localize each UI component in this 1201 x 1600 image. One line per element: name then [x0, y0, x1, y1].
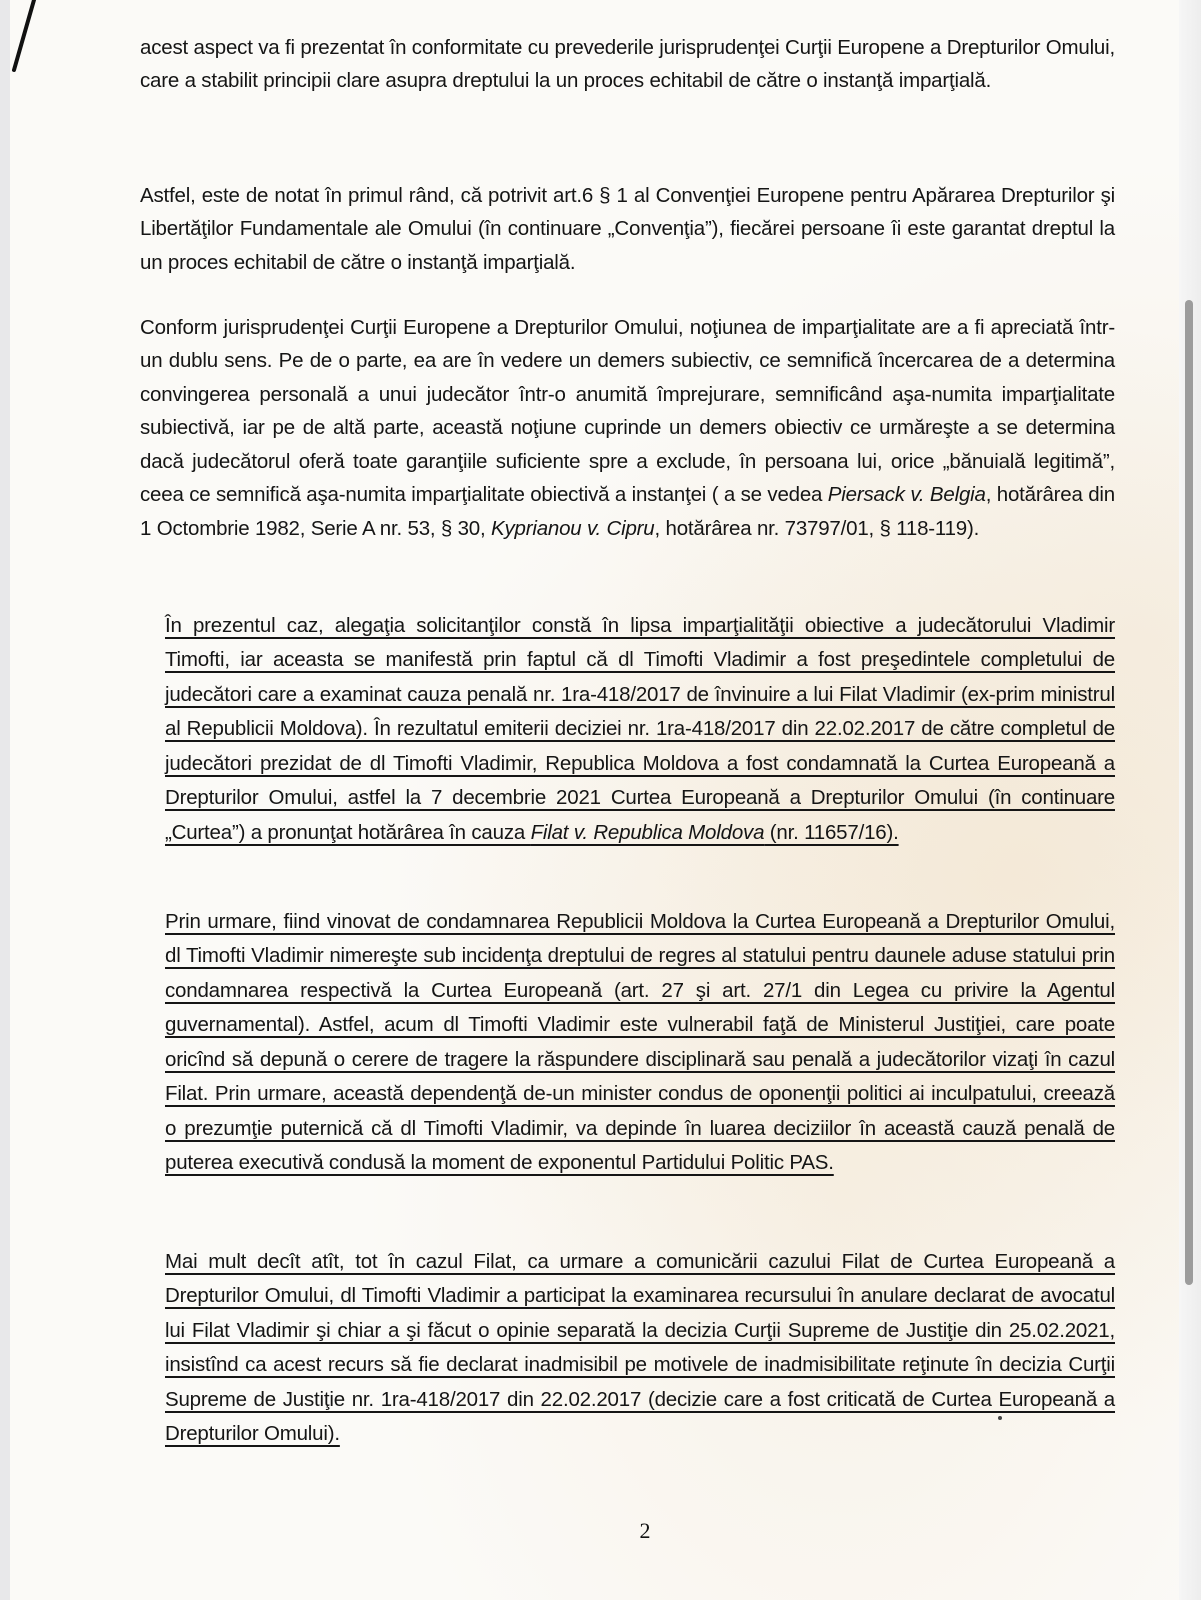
paragraph-text: Conform jurisprudenţei Curţii Europene a Drepturilor Omului, noţiunea de imparţialitate are a fi apreciată într-un dublu sens. Pe de o parte, ea are în vedere un demers subiectiv, ce semnifică încercarea de a determina convingerea personală a unui judecător într-o anumită împrejurare, semnificând aşa-numita imparţialitate subiectivă, iar pe de altă parte, această noţiune cuprinde un demers obiectiv ce urmăreşte a se determina dacă judecătorul oferă toate garanţiile suficiente spre a exclude, în persoana lui, orice „bănuială legitimă”, ceea ce semnifică aşa-numita imparţialitate obiectivă a instanţei ( a se vedea	[140, 315, 1115, 506]
case-citation-filat: Filat v. Republica Moldova	[530, 820, 765, 844]
vertical-scrollbar[interactable]	[1179, 0, 1201, 1600]
paragraph-text: În prezentul caz, alegaţia solicitanţilor constă în lipsa imparţialităţii obiective a judecătorului Vladimir Timofti, iar aceasta se manifestă prin faptul că dl Timofti Vladimir a fost preşedintele completului de judecători care a examinat cauza penală nr. 1ra-418/2017 de învinuire a lui Filat Vladimir (ex-prim ministrul al Republicii Moldova). În rezultatul emiterii deciziei nr. 1ra-418/2017 din 22.02.2017 de către completul de judecători prezidat de dl Timofti Vladimir, Republica Moldova a fost condamnată la Curtea Europeană a Drepturilor Omului, astfel la 7 decembrie 2021 Curtea Europeană a Drepturilor Omului (în continuare „Curtea”) a pronunţat hotărârea în cauza	[165, 613, 1115, 844]
scan-speck	[998, 1416, 1002, 1420]
paragraph-intro: acest aspect va fi prezentat în conformitate cu prevederile jurisprudenţei Curţii Europene a Drepturilor Omului, care a stabilit principii clare asupra dreptului la un proces echitabil de către o instanţă imparţială.	[140, 35, 1115, 92]
paragraph-jurisprudence	[140, 311, 1115, 546]
paragraph-convention: Astfel, este de notat în primul rând, că potrivit art.6 § 1 al Convenţiei Europene pentru Apărarea Drepturilor şi Libertăţilor Fundamentale ale Omului (în continuare „Convenţia”), fiecărei persoane îi este garantat dreptul la un proces echitabil de către o instanţă imparţială.	[140, 183, 1115, 274]
paragraph-text: , hotărârea nr. 73797/01, § 118-119).	[654, 516, 980, 540]
case-citation-piersack: Piersack v. Belgia	[827, 483, 986, 506]
left-page-edge	[0, 0, 10, 1600]
scrollbar-thumb[interactable]	[1185, 300, 1193, 1285]
paragraph-regres: Prin urmare, fiind vinovat de condamnarea Republicii Moldova la Curtea Europeană a Drepturilor Omului, dl Timofti Vladimir nimereşte sub incidenţa dreptului de regres al statului pentru daunele aduse statului prin condamnarea respectivă la Curtea Europeană (art. 27 şi art. 27/1 din Legea cu privire la Agentul guvernamental). Astfel, acum dl Timofti Vladimir este vulnerabil faţă de Ministerul Justiţiei, care poate oricînd să depună o cerere de tragere la răspundere disciplinară sau penală a judecătorilor vizaţi în cazul Filat. Prin urmare, această dependenţă de-un minister condus de oponenţii politici ai inculpatului, creează o prezumţie puternică că dl Timofti Vladimir, va depinde în luarea deciziilor în această cauză penală de puterea executivă condusă la moment de exponentul Partidului Politic PAS.	[165, 909, 1115, 1174]
page-number: 2	[639, 1518, 651, 1543]
paragraph-text: (nr. 11657/16).	[764, 820, 899, 844]
paragraph-text: , hotărârea din 1 Octombrie 1982, Serie A nr. 53, § 30,	[140, 483, 1115, 540]
case-citation-kyprianou: Kyprianou v. Cipru	[490, 516, 655, 540]
paragraph-allegation	[165, 609, 1115, 851]
pen-stroke-mark	[8, 0, 38, 80]
paragraph-separate-opinion: Mai mult decît atît, tot în cazul Filat, ca urmare a comunicării cazului Filat de Curtea Europeană a Drepturilor Omului, dl Timofti Vladimir a participat la examinarea recursului în anulare declarat de avocatul lui Filat Vladimir şi chiar a şi făcut o opinie separată la decizia Curţii Supreme de Justiţie din 25.02.2021, insistînd ca acest recurs să fie declarat inadmisibil pe motivele de inadmisibilitate reţinute în decizia Curţii Supreme de Justiţie nr. 1ra-418/2017 din 22.02.2017 (decizie care a fost criticată de Curtea Europeană a Drepturilor Omului).	[165, 1249, 1115, 1445]
